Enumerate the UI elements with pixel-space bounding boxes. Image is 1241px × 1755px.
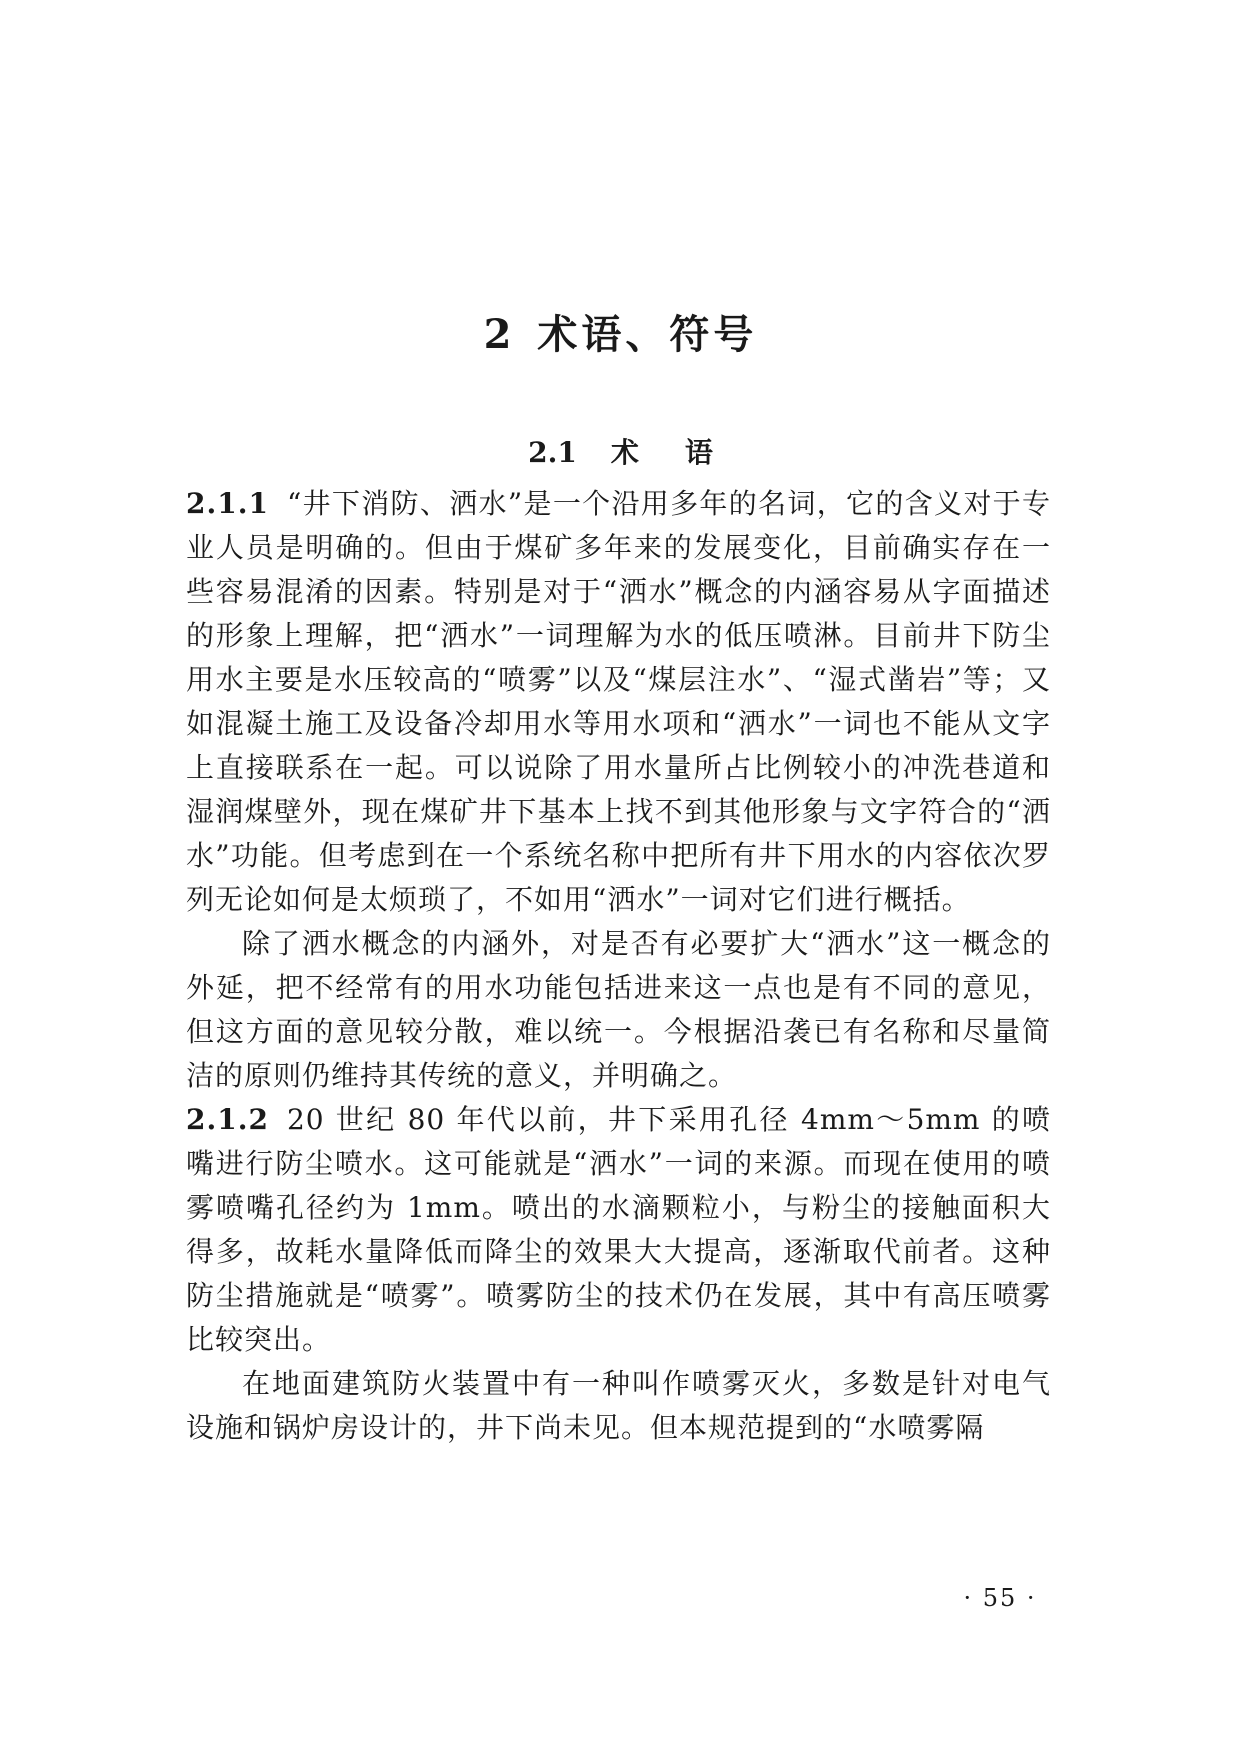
clause-2-1-2-paragraph-1 bbox=[186, 1098, 1051, 1362]
chapter-number: 2 bbox=[483, 310, 516, 358]
clause-2-1-2-paragraph-2: 在地面建筑防火装置中有一种叫作喷雾灭火，多数是针对电气设施和锅炉房设计的，井下尚未见。但本规范提到的“水喷雾隔 bbox=[186, 1367, 1051, 1444]
clause-number: 2.1.2 bbox=[186, 1103, 269, 1136]
chapter-title-text: 术语、符号 bbox=[537, 310, 758, 358]
paragraph-text: 20 世纪 80 年代以前，井下采用孔径 4mm～5mm 的喷嘴进行防尘喷水。这可能就是“洒水”一词的来源。而现在使用的喷雾喷嘴孔径约为 1mm。喷出的水滴颗粒小，与粉尘的接触面积大得多，故耗水量降低而降尘的效果大大提高，逐渐取代前者。这种防尘措施就是“喷雾”。喷雾防尘的技术仍在发展，其中有高压喷雾比较突出。 bbox=[186, 1103, 1051, 1356]
clause-2-1-1-paragraph-2: 除了洒水概念的内涵外，对是否有必要扩大“洒水”这一概念的外延，把不经常有的用水功能包括进来这一点也是有不同的意见，但这方面的意见较分散，难以统一。今根据沿袭已有名称和尽量简洁的原则仍维持其传统的意义，并明确之。 bbox=[186, 927, 1051, 1092]
clause-number: 2.1.1 bbox=[186, 487, 269, 520]
chapter-title bbox=[0, 307, 1241, 363]
section-title-char-1: 术 bbox=[610, 436, 639, 470]
section-title bbox=[0, 433, 1241, 473]
body-text bbox=[186, 482, 1051, 1450]
clause-2-1-1-paragraph-1 bbox=[186, 482, 1051, 922]
section-title-char-2: 语 bbox=[684, 436, 713, 470]
section-number: 2.1 bbox=[528, 436, 577, 470]
page-number: · 55 · bbox=[963, 1584, 1037, 1612]
paragraph-text: “井下消防、洒水”是一个沿用多年的名词，它的含义对于专业人员是明确的。但由于煤矿多年来的发展变化，目前确实存在一些容易混淆的因素。特别是对于“洒水”概念的内涵容易从字面描述的形象上理解，把“洒水”一词理解为水的低压喷淋。目前井下防尘用水主要是水压较高的“喷雾”以及“煤层注水”、“湿式凿岩”等；又如混凝土施工及设备冷却用水等用水项和“洒水”一词也不能从文字上直接联系在一起。可以说除了用水量所占比例较小的冲洗巷道和湿润煤壁外，现在煤矿井下基本上找不到其他形象与文字符合的“洒水”功能。但考虑到在一个系统名称中把所有井下用水的内容依次罗列无论如何是太烦琐了，不如用“洒水”一词对它们进行概括。 bbox=[186, 487, 1051, 916]
